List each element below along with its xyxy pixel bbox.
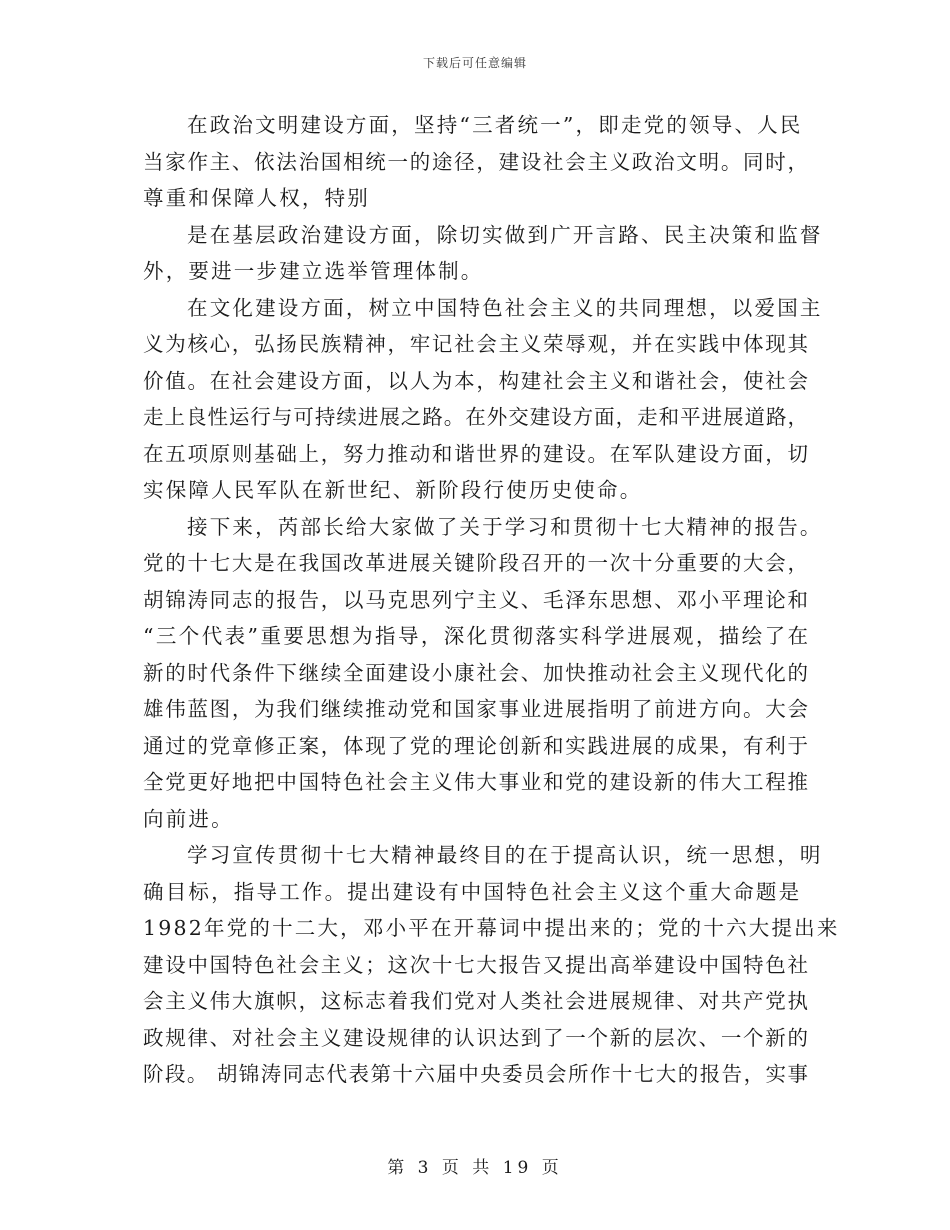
- paragraph-line: 会主义伟大旗帜，这标志着我们党对人类社会进展规律、对共产党执: [143, 989, 808, 1013]
- paragraph-line: 尊重和保障人权，特别: [143, 186, 370, 210]
- paragraph-line: 1982年党的十二大，邓小平在开幕词中提出来的；党的十六大提出来: [143, 916, 840, 940]
- paragraph-line: 义为核心，弘扬民族精神，牢记社会主义荣辱观，并在实践中体现其: [143, 332, 808, 356]
- page-number: 第 3 页 共 19 页: [387, 1158, 563, 1178]
- paragraph-line: 胡锦涛同志的报告，以马克思列宁主义、毛泽东思想、邓小平理论和: [143, 587, 808, 612]
- paragraph-line: 接下来，芮部长给大家做了关于学习和贯彻十七大精神的报告。: [187, 514, 823, 539]
- paragraph-line: 当家作主、依法治国相统一的途径，建设社会主义政治文明。同时，: [143, 149, 808, 174]
- paragraph-line: 新的时代条件下继续全面建设小康社会、加快推动社会主义现代化的: [143, 660, 808, 685]
- paragraph-line: 学习宣传贯彻十七大精神最终目的在于提高认识，统一思想，明: [187, 843, 823, 867]
- paragraph-line: “三个代表”重要思想为指导，深化贯彻落实科学进展观，描绘了在: [143, 624, 808, 648]
- paragraph-line: 是在基层政治建设方面，除切实做到广开言路、民主决策和监督: [187, 222, 823, 247]
- paragraph-line: 建设中国特色社会主义；这次十七大报告又提出高举建设中国特色社: [143, 952, 808, 977]
- paragraph-line: 走上良性运行与可持续进展之路。在外交建设方面，走和平进展道路，: [143, 405, 808, 429]
- paragraph-line: 实保障人民军队在新世纪、新阶段行使历史使命。: [143, 478, 643, 502]
- paragraph-line: 在五项原则基础上，努力推动和谐世界的建设。在军队建设方面，切: [143, 441, 808, 466]
- paragraph-line: 全党更好地把中国特色社会主义伟大事业和党的建设新的伟大工程推: [143, 770, 808, 794]
- paragraph-line: 在政治文明建设方面，坚持“三者统一”，即走党的领导、人民: [187, 113, 803, 137]
- paragraph-line: 通过的党章修正案，体现了党的理论创新和实践进展的成果，有利于: [143, 733, 808, 758]
- body-text: [143, 107, 840, 1093]
- paragraph-line: 党的十七大是在我国改革进展关键阶段召开的一次十分重要的大会，: [143, 551, 808, 575]
- page-header: 下载后可任意编辑: [422, 56, 527, 70]
- paragraph-line: 阶段。 胡锦涛同志代表第十六届中央委员会所作十七大的报告，实事: [143, 1062, 808, 1086]
- paragraph-line: 确目标，指导工作。提出建设有中国特色社会主义这个重大命题是: [143, 879, 802, 904]
- paragraph-line: 外，要进一步建立选举管理体制。: [143, 259, 484, 283]
- paragraph-line: 政规律、对社会主义建设规律的认识达到了一个新的层次、一个新的: [143, 1025, 808, 1050]
- paragraph-line: 价值。在社会建设方面，以人为本，构建社会主义和谐社会，使社会: [143, 368, 808, 393]
- paragraph-line: 向前进。: [143, 806, 234, 831]
- paragraph-line: 雄伟蓝图，为我们继续推动党和国家事业进展指明了前进方向。大会: [143, 697, 808, 721]
- paragraph-line: 在文化建设方面，树立中国特色社会主义的共同理想，以爱国主: [187, 295, 823, 320]
